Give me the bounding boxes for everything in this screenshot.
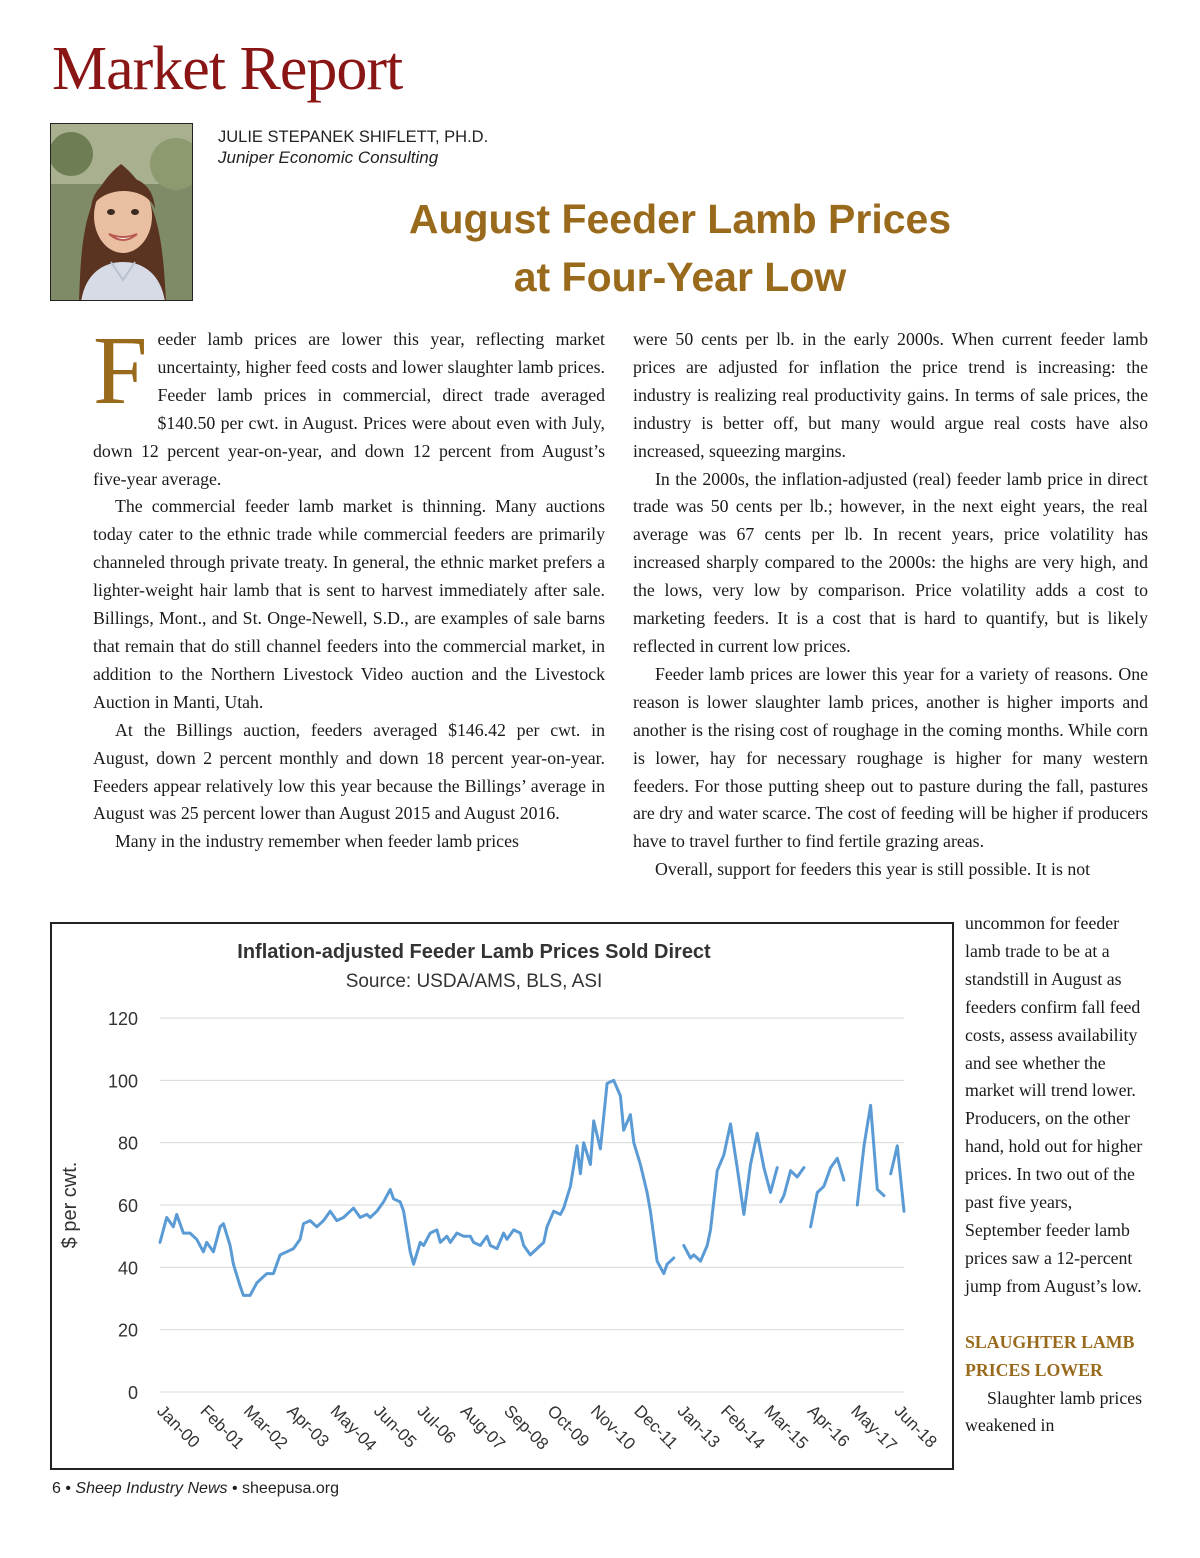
series-line — [811, 1158, 844, 1227]
price-chart — [50, 922, 954, 1470]
chart-canvas — [52, 924, 952, 1468]
x-tick-label: Jun-18 — [890, 1401, 941, 1452]
y-tick-label: 80 — [117, 1133, 138, 1154]
headline-line-2: at Four-Year Low — [513, 254, 847, 300]
paragraph: At the Billings auction, feeders averaged $146.42 per cwt. in August, down 2 percent monthly and down 18 percent year-on-year. Feeders appear relatively low this year because the Billings’ average in August was 25 percent lower than August 2015 and August 2016. — [93, 719, 605, 824]
x-tick-label: Apr-16 — [803, 1401, 854, 1451]
chart-subtitle: Source: USDA/AMS, BLS, ASI — [345, 971, 603, 992]
x-tick-label: Jun-05 — [370, 1401, 421, 1452]
article-column-3 — [965, 910, 1150, 1440]
section-subhead: SLAUGHTER LAMB PRICES LOWER — [965, 1331, 1135, 1380]
x-tick-label: Jan-13 — [673, 1401, 724, 1452]
series-line — [781, 1168, 804, 1202]
site-link[interactable]: sheepusa.org — [242, 1480, 339, 1497]
series-line — [160, 1080, 674, 1295]
footer-bullet: • — [65, 1480, 71, 1497]
paragraph: In the 2000s, the inflation-adjusted (real) feeder lamb price in direct trade was 50 cents per lb.; however, in the next eight years, the real average was 67 cents per lb. In recent years, price volatility has increased sharply compared to the 2000s: the highs are very high, and the lows, very low by comparison. Price volatility adds a cost to marketing feeders. It is a cost that is hard to quantify, but is likely reflected in current low prices. — [633, 468, 1148, 656]
paragraph-text: eeder lamb prices are lower this year, reflecting market uncertainty, higher feed costs and lower slaughter lamb prices. Feeder lamb prices in commercial, direct trade averaged $140.50 per cwt. in August. Prices were about even with July, down 12 percent year-on-year, and down 12 percent from August’s five-year average. — [93, 329, 605, 489]
y-tick-label: 100 — [107, 1071, 138, 1092]
x-tick-label: Nov-10 — [586, 1401, 640, 1454]
author-name: JULIE STEPANEK SHIFLETT, PH.D. — [218, 128, 489, 146]
paragraph — [93, 317, 605, 493]
paragraph: uncommon for feeder lamb trade to be at a standstill in August as feeders confirm fall feed costs, assess availability and see whether the market will trend lower. Producers, on the other hand, hold out for higher prices. In two out of the past five years, September feeder lamb prices saw a 12-percent jump from August’s low. — [965, 913, 1143, 1296]
paragraph: The commercial feeder lamb market is thinning. Many auctions today cater to the ethnic trade while commercial feeders are primarily channeled through private treaty. In general, the ethnic market prefers a lighter-weight hair lamb that is sent to harvest immediately after sale. Billings, Mont., and St. Onge-Newell, S.D., are examples of sale barns that remain that do still channel feeders into the commercial market, in addition to the Northern Livestock Video auction and the Livestock Auction in Manti, Utah. — [93, 496, 605, 712]
y-tick-label: 120 — [107, 1009, 138, 1029]
x-tick-label: May-04 — [326, 1401, 381, 1455]
article-column-2 — [633, 326, 1148, 884]
y-tick-label: 0 — [127, 1383, 138, 1403]
chart-title: Inflation-adjusted Feeder Lamb Prices Sold Direct — [237, 941, 711, 963]
drop-cap: F — [93, 317, 148, 425]
x-tick-label: Jul-06 — [413, 1401, 460, 1448]
article-headline — [330, 190, 1030, 306]
paragraph: Slaughter lamb prices weakened in — [965, 1387, 1143, 1436]
series-line — [891, 1146, 904, 1211]
paragraph: Overall, support for feeders this year is still possible. It is not — [655, 859, 1091, 880]
x-tick-label: Aug-07 — [456, 1401, 509, 1454]
publication-name: Sheep Industry News — [75, 1480, 228, 1497]
x-tick-label: Apr-03 — [283, 1401, 333, 1451]
footer-bullet: • — [231, 1480, 238, 1497]
masthead-title: Market Report — [52, 35, 403, 103]
page-number: 6 — [52, 1480, 61, 1497]
y-tick-label: 60 — [117, 1196, 138, 1216]
x-tick-label: Oct-09 — [543, 1401, 594, 1451]
paragraph: Many in the industry remember when feeder lamb prices — [115, 831, 519, 852]
y-tick-label: 40 — [117, 1258, 138, 1279]
x-tick-label: Jan-00 — [153, 1401, 204, 1452]
x-tick-label: Sep-08 — [500, 1401, 553, 1454]
article-column-1 — [93, 317, 605, 856]
author-photo — [50, 123, 193, 301]
paragraph: were 50 cents per lb. in the early 2000s. When current feeder lamb prices are adjusted for inflation the price trend is increasing: the industry is realizing real productivity gains. In terms of sale prices, the industry is better off, but many would argue real costs have also increased, squeezing margins. — [633, 329, 1148, 461]
series-line — [857, 1105, 884, 1205]
x-tick-label: Feb-14 — [717, 1401, 769, 1453]
x-tick-label: Mar-02 — [239, 1401, 292, 1453]
x-tick-label: Dec-11 — [630, 1401, 682, 1453]
x-tick-label: May-17 — [847, 1401, 901, 1455]
headline-line-1: August Feeder Lamb Prices — [408, 196, 952, 242]
series-line — [684, 1124, 777, 1261]
x-tick-label: Feb-01 — [196, 1401, 249, 1453]
paragraph: Feeder lamb prices are lower this year for a variety of reasons. One reason is lower slaughter lamb prices, another is higher imports and another is the rising cost of roughage in the coming months. While corn is lower, hay for necessary roughage is higher for many western feeders. For those putting sheep out to pasture during the fall, pastures are dry and water scarce. The cost of feeding will be higher if producers have to travel further to find fertile grazing areas. — [633, 663, 1148, 852]
x-tick-label: Mar-15 — [760, 1401, 812, 1453]
page-footer — [52, 1480, 339, 1498]
y-axis-label: $ per cwt. — [59, 1161, 81, 1249]
y-tick-label: 20 — [117, 1320, 138, 1341]
author-affiliation: Juniper Economic Consulting — [218, 148, 439, 167]
